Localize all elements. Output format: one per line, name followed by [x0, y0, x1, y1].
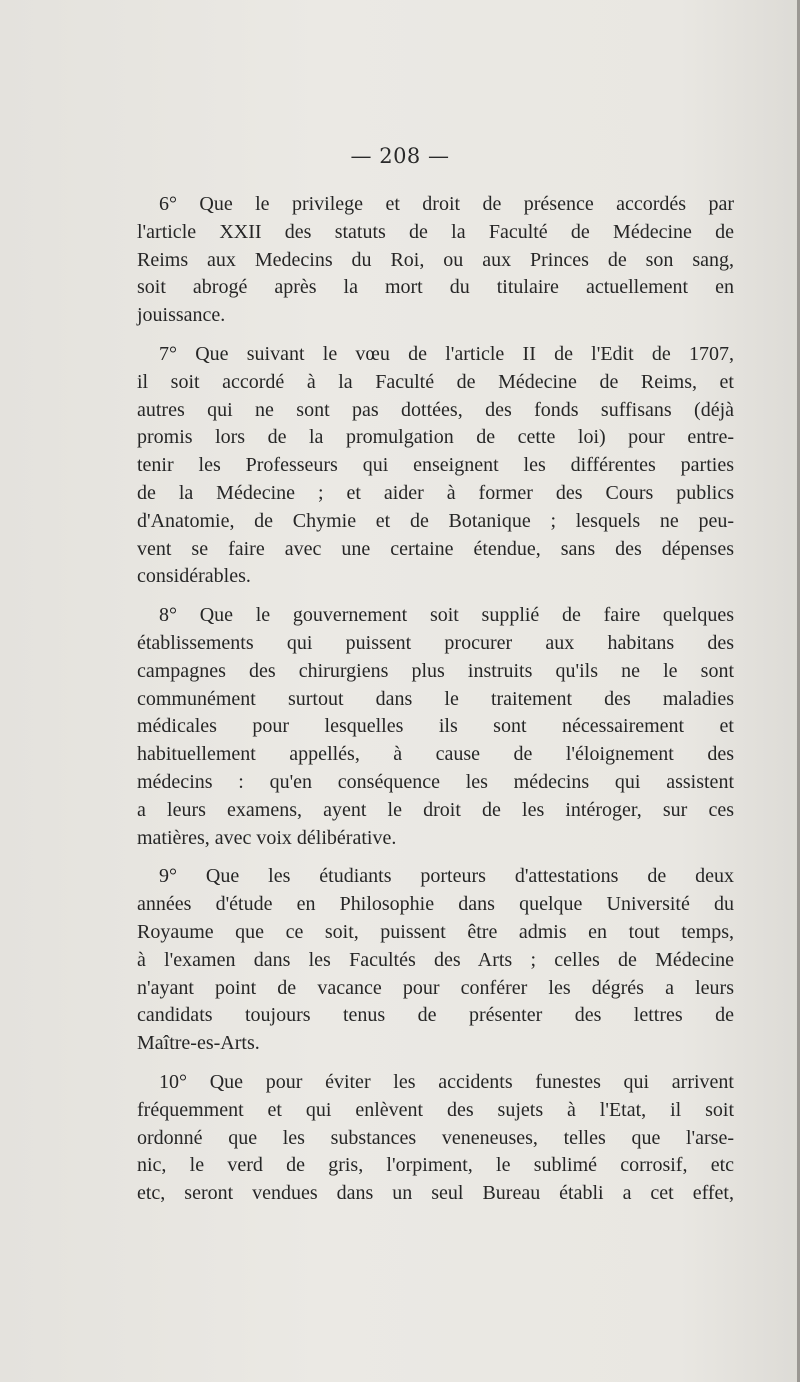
text-line: Royaume que ce soit, puissent être admis en tout temps, [137, 920, 734, 943]
text-line: candidats toujours tenus de présenter des lettres de [137, 1004, 734, 1027]
text-line: tenir les Professeurs qui enseignent les différentes parties [137, 454, 734, 477]
text-line: 8° Que le gouvernement soit supplié de faire quelques [159, 604, 734, 627]
page-number: — 208 — [350, 144, 450, 168]
text-line: médecins : qu'en conséquence les médecins qui assistent [137, 770, 734, 793]
text-line: Maître-es-Arts. [137, 1032, 260, 1055]
text-line: établissements qui puissent procurer aux habitans des [137, 631, 734, 654]
text-line: 9° Que les étudiants porteurs d'attestations de deux [159, 865, 734, 888]
text-line: campagnes des chirurgiens plus instruits qu'ils ne le sont [137, 659, 734, 682]
text-line: nic, le verd de gris, l'orpiment, le sublimé corrosif, etc [137, 1154, 734, 1177]
paragraph-8 [137, 602, 734, 852]
text-line: fréquemment et qui enlèvent des sujets à l'Etat, il soit [137, 1098, 734, 1121]
text-line: n'ayant point de vacance pour conférer les dégrés a leurs [137, 976, 734, 999]
text-line: etc, seront vendues dans un seul Bureau établi a cet effet, [137, 1182, 734, 1205]
text-line: d'Anatomie, de Chymie et de Botanique ; lesquels ne peu- [137, 509, 734, 532]
text-line: jouissance. [137, 304, 226, 327]
text-line: matières, avec voix délibérative. [137, 826, 397, 849]
paragraph-7 [137, 341, 734, 591]
paragraph-10 [137, 1069, 734, 1208]
text-line: habituellement appellés, à cause de l'éloignement des [137, 743, 734, 766]
text-line: autres qui ne sont pas dottées, des fonds suffisans (déjà [137, 398, 734, 421]
text-line: a leurs examens, ayent le droit de les intéroger, sur ces [137, 798, 734, 821]
text-line: l'article XXII des statuts de la Faculté de Médecine de [137, 220, 734, 243]
text-line: médicales pour lesquelles ils sont nécessairement et [137, 715, 734, 738]
text-line: considérables. [137, 565, 251, 588]
text-line: 7° Que suivant le vœu de l'article II de l'Edit de 1707, [159, 342, 734, 365]
text-line: 10° Que pour éviter les accidents funestes qui arrivent [159, 1070, 734, 1093]
text-line: promis lors de la promulgation de cette loi) pour entre- [137, 426, 734, 449]
paragraph-6 [137, 191, 734, 330]
text-line: de la Médecine ; et aider à former des Cours publics [137, 481, 734, 504]
text-line: vent se faire avec une certaine étendue, sans des dépenses [137, 537, 734, 560]
text-line: Reims aux Medecins du Roi, ou aux Princes de son sang, [137, 248, 734, 271]
text-line: à l'examen dans les Facultés des Arts ; celles de Médecine [137, 948, 734, 971]
text-line: il soit accordé à la Faculté de Médecine de Reims, et [137, 370, 734, 393]
text-line: soit abrogé après la mort du titulaire actuellement en [137, 276, 734, 299]
text-body [137, 191, 734, 1219]
text-line: communément surtout dans le traitement des maladies [137, 687, 734, 710]
text-line: ordonné que les substances veneneuses, telles que l'arse- [137, 1126, 734, 1149]
text-line: 6° Que le privilege et droit de présence accordés par [159, 193, 734, 215]
text-line: années d'étude en Philosophie dans quelque Université du [137, 893, 734, 916]
paragraph-9 [137, 863, 734, 1058]
